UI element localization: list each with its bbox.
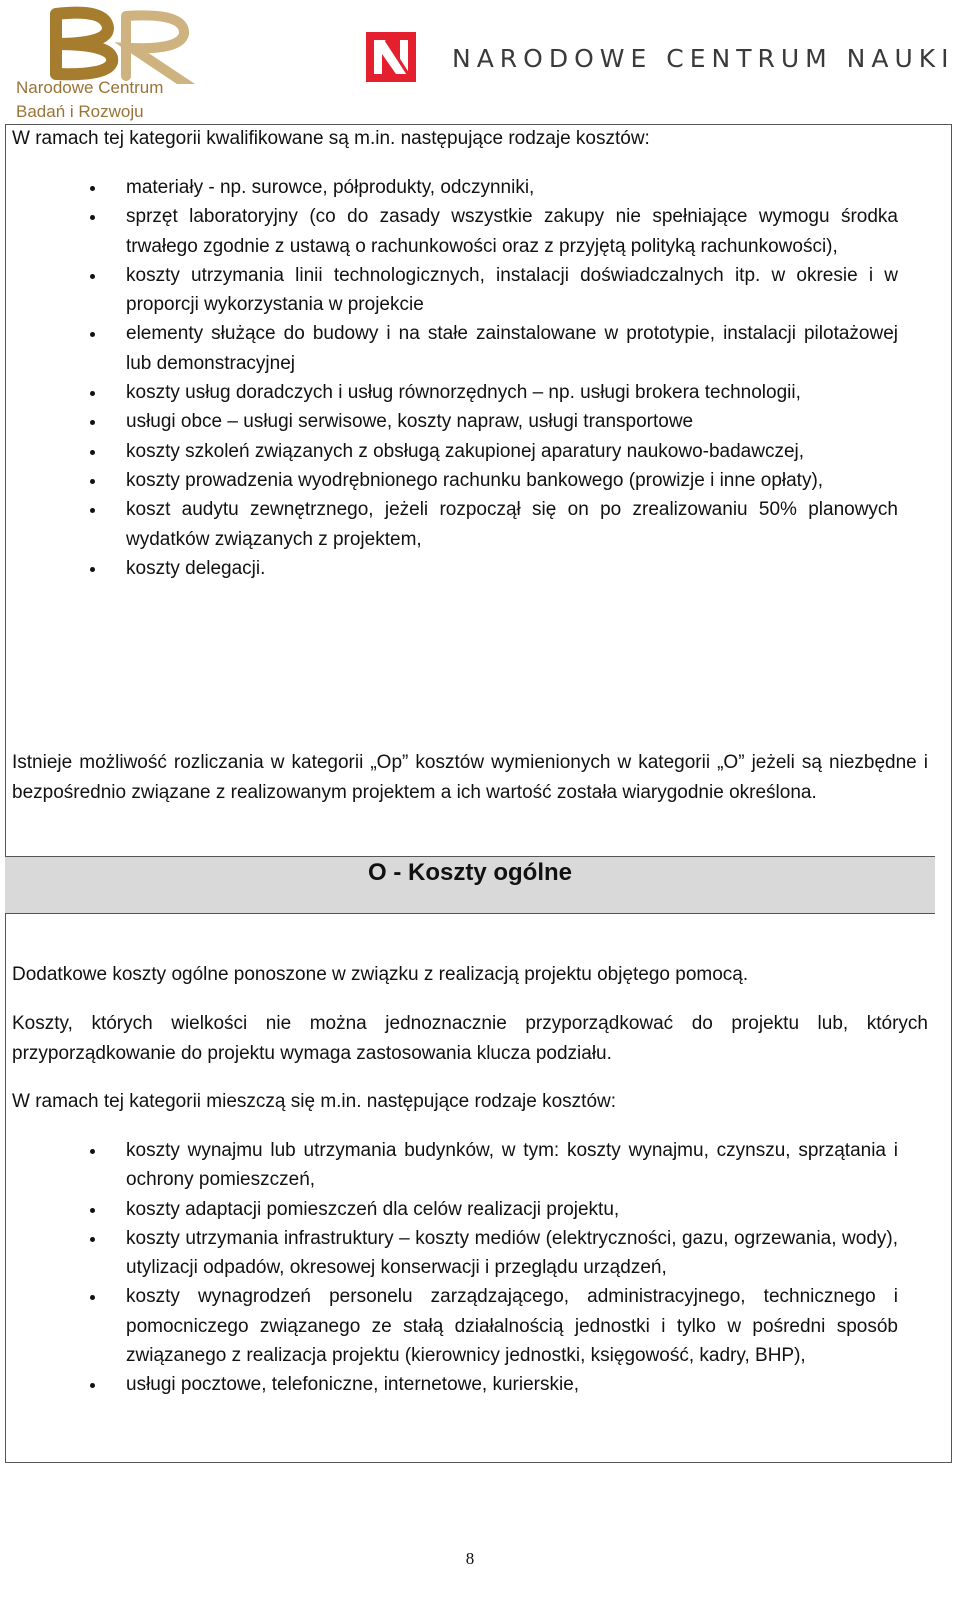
intro-text: W ramach tej kategorii kwalifikowane są m.in. następujące rodzaje kosztów: [12, 128, 650, 149]
list-item: usługi obce – usługi serwisowe, koszty napraw, usługi transportowe [126, 407, 898, 436]
ncbr-br-monogram-icon [46, 4, 226, 84]
section-header-band [5, 856, 935, 914]
list-item: koszty wynajmu lub utrzymania budynków, w tym: koszty wynajmu, czynszu, sprzątania i ochrony pomieszczeń, [126, 1136, 898, 1195]
ncn-name [452, 44, 955, 73]
list-item: koszty szkoleń związanych z obsługą zakupionej aparatury naukowo-badawczej, [126, 437, 898, 466]
list-item: usługi pocztowe, telefoniczne, internetowe, kurierskie, [126, 1370, 898, 1399]
cost-list-overhead [86, 1136, 898, 1400]
paragraph-overhead-definition: Koszty, których wielkości nie można jednoznacznie przyporządkować do projektu lub, których przyporządkowanie do projektu wymaga zastosowania klucza podziału. [12, 1013, 928, 1064]
list-item: koszty delegacji. [126, 554, 898, 583]
list-item: sprzęt laboratoryjny (co do zasady wszystkie zakupy nie spełniające wymogu środka trwałego zgodnie z ustawą o rachunkowości oraz z przyjętą polityką rachunkowości), [126, 202, 898, 261]
paragraph-overhead-list-intro: W ramach tej kategorii mieszczą się m.in. następujące rodzaje kosztów: [12, 1091, 617, 1112]
cost-list-materials [86, 173, 898, 583]
list-item: materiały - np. surowce, półprodukty, odczynniki, [126, 173, 898, 202]
list-item: elementy służące do budowy i na stałe zainstalowane w prototypie, instalacji pilotażowej lub demonstracyjnej [126, 319, 898, 378]
ncbr-name-line1: Narodowe Centrum [16, 78, 164, 97]
ncn-name-text: NARODOWE CENTRUM NAUKI [452, 44, 955, 73]
list-item: koszty usług doradczych i usług równorzędnych – np. usługi brokera technologii, [126, 378, 898, 407]
ncbr-logo [10, 4, 230, 122]
ncn-logo-icon [366, 32, 416, 82]
paragraph-overhead-intro: Dodatkowe koszty ogólne ponoszone w związku z realizacją projektu objętego pomocą. [12, 964, 749, 985]
section-title: O - Koszty ogólne [368, 859, 572, 886]
list-item: koszty prowadzenia wyodrębnionego rachunku bankowego (prowizje i inne opłaty), [126, 466, 898, 495]
list-item: koszty utrzymania linii technologicznych, instalacji doświadczalnych itp. w okresie i w proporcji wykorzystania w projekcie [126, 261, 898, 320]
list-item: koszty adaptacji pomieszczeń dla celów realizacji projektu, [126, 1195, 898, 1224]
ncbr-name-line2: Badań i Rozwoju [16, 102, 144, 121]
list-item: koszt audytu zewnętrznego, jeżeli rozpoczął się on po zrealizowaniu 50% planowych wydatków związanych z projektem, [126, 495, 898, 554]
page-number: 8 [465, 1549, 475, 1568]
list-item: koszty utrzymania infrastruktury – koszty mediów (elektryczności, gazu, ogrzewania, wody), utylizacji odpadów, okresowej konserwacji i przeglądu urządzeń, [126, 1224, 898, 1283]
op-paragraph: Istnieje możliwość rozliczania w kategorii „Op” kosztów wymienionych w kategorii „O” jeżeli są niezbędne i bezpośrednio związane z realizowanym projektem a ich wartość została wiarygodnie określona. [12, 752, 928, 803]
list-item: koszty wynagrodzeń personelu zarządzającego, administracyjnego, technicznego i pomocniczego związanego ze stałą działalnością jednostki i tylko w pośredni sposób związanego z realizacja projektu (kierownicy jednostki, księgowość, kadry, BHP), [126, 1282, 898, 1370]
